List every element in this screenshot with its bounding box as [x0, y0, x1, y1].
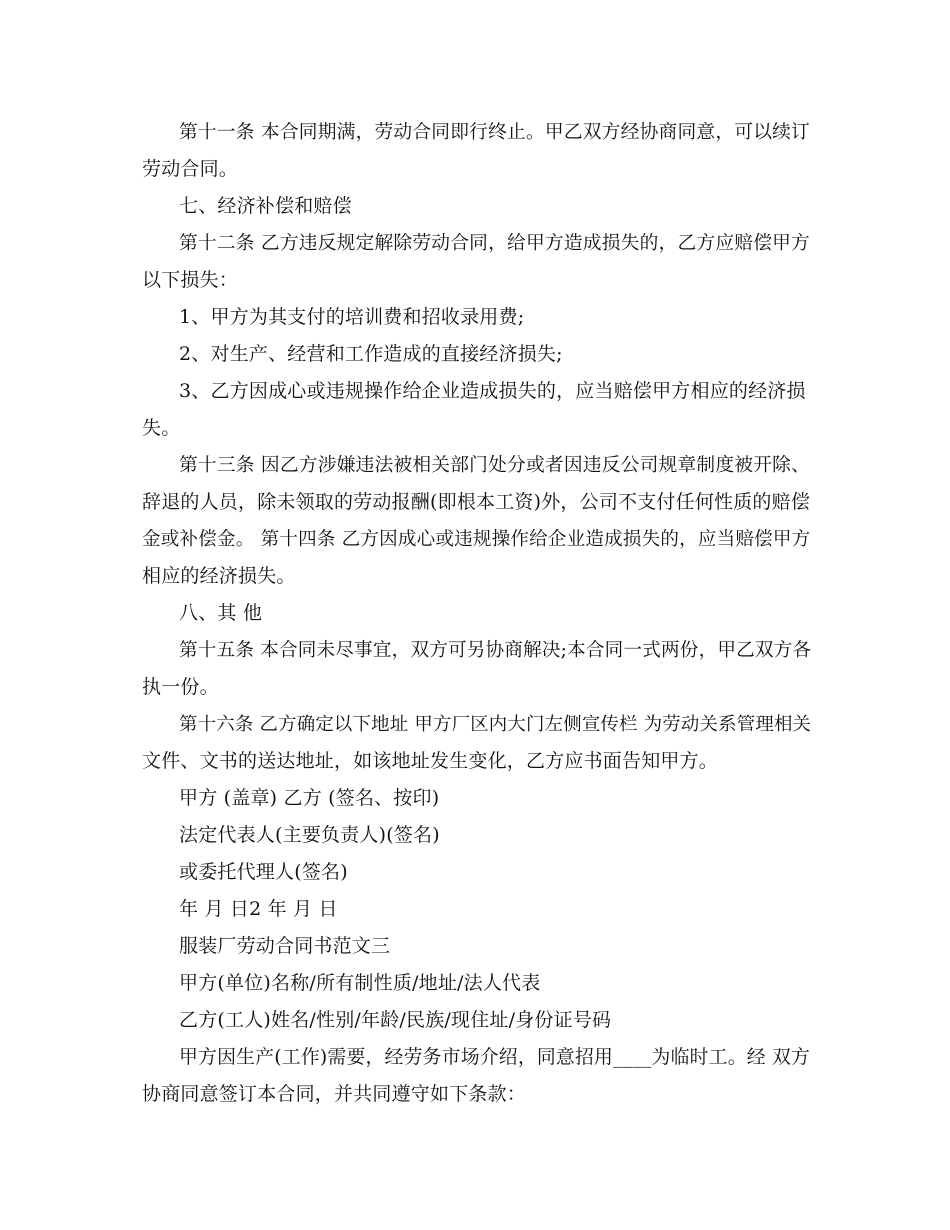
text-line: 协商同意签订本合同，并共同遵守如下条款： [142, 1083, 527, 1105]
text-line: 文件、文书的送达地址，如该地址发生变化，乙方应书面告知甲方。 [142, 750, 719, 772]
text-line: 乙方(工人)姓名/性别/年龄/民族/现住址/身份证号码 [179, 1009, 612, 1031]
text-line: 服装厂劳动合同书范文三 [179, 935, 391, 957]
text-line: 甲方(单位)名称/所有制性质/地址/法人代表 [179, 972, 541, 994]
text-line: 3、乙方因成心或违规操作给企业造成损失的，应当赔偿甲方相应的经济损 [179, 380, 806, 402]
text-line: 劳动合同。 [142, 158, 239, 180]
text-line: 第十一条 本合同期满，劳动合同即行终止。甲乙双方经协商同意，可以续订 [179, 122, 810, 143]
text-line: 第十五条 本合同未尽事宜，双方可另协商解决;本合同一式两份，甲乙双方各 [179, 640, 812, 661]
text-line: 1、甲方为其支付的培训费和招收录用费; [179, 306, 525, 328]
text-line: 八、其 他 [179, 602, 263, 624]
text-line: 法定代表人(主要负责人)(签名) [179, 824, 440, 846]
text-line: 辞退的人员，除未领取的劳动报酬(即根本工资)外，公司不支付任何性质的赔偿 [142, 491, 811, 513]
text-line: 相应的经济损失。 [142, 565, 296, 587]
text-line: 甲方因生产(工作)需要，经劳务市场介绍，同意招用____为临时工。经 双方 [179, 1047, 811, 1068]
text-line: 执一份。 [142, 676, 219, 698]
text-line: 以下损失： [142, 269, 239, 291]
text-line: 年 月 日2 年 月 日 [179, 898, 338, 920]
text-line: 第十二条 乙方违反规定解除劳动合同，给甲方造成损失的，乙方应赔偿甲方 [179, 233, 810, 254]
document-body [142, 114, 810, 1113]
text-line: 或委托代理人(签名) [179, 861, 348, 883]
text-line: 第十三条 因乙方涉嫌违法被相关部门处分或者因违反公司规章制度被开除、 [179, 455, 810, 476]
text-line: 甲方 (盖章) 乙方 (签名、按印) [179, 787, 440, 809]
text-line: 2、对生产、经营和工作造成的直接经济损失; [179, 343, 563, 365]
text-line: 失。 [142, 417, 181, 439]
text-line: 七、经济补偿和赔偿 [179, 195, 352, 217]
text-line: 金或补偿金。 第十四条 乙方因成心或违规操作给企业造成损失的，应当赔偿甲方 [142, 529, 811, 550]
text-line: 第十六条 乙方确定以下地址 甲方厂区内大门左侧宣传栏 为劳动关系管理相关 [179, 714, 812, 735]
